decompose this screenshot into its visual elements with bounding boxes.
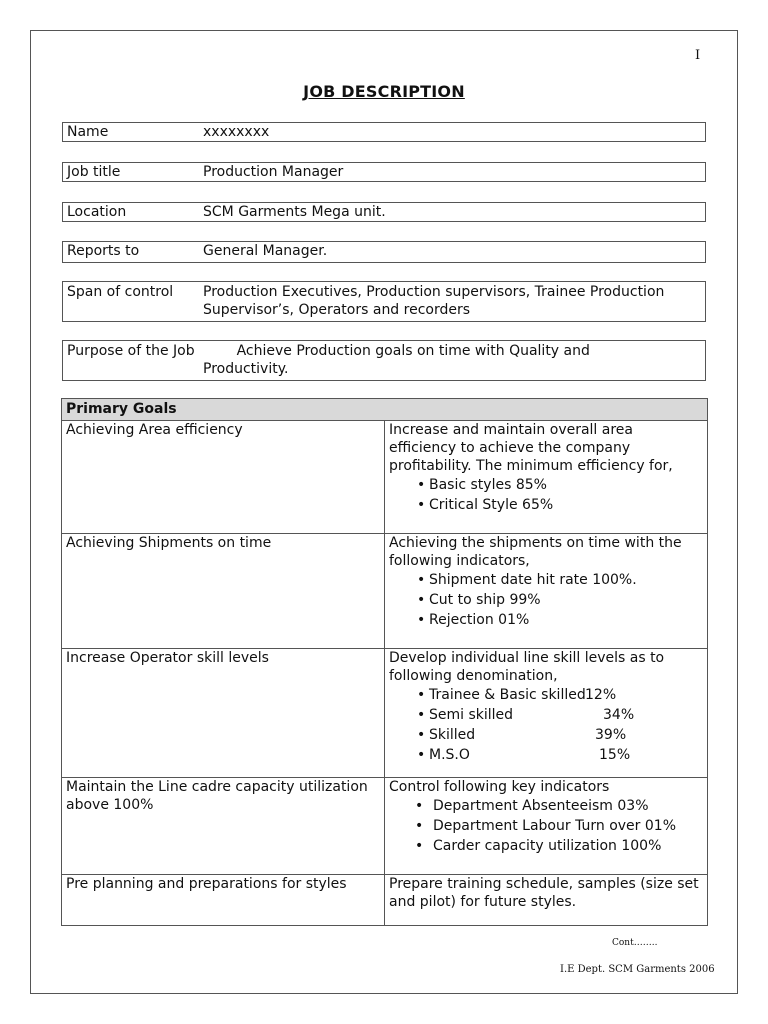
reports-to-value: General Manager. [203, 243, 328, 259]
primary-goals-table [61, 398, 708, 926]
goal-bullet-list [389, 570, 703, 630]
purpose-field [62, 340, 706, 381]
goal-bullet-list [389, 796, 703, 856]
page-number: I [695, 48, 701, 63]
bullet-text: Shipment date hit rate 100%. [429, 572, 637, 588]
skill-label: M.S.O [429, 747, 470, 763]
bullet-icon: • [417, 592, 426, 608]
bullet-icon: • [415, 818, 424, 834]
skill-label: Skilled [429, 727, 476, 743]
bullet-text: Department Labour Turn over 01% [433, 818, 676, 834]
list-item [389, 745, 703, 765]
goal-cell: Achieving Area efficiency [62, 421, 385, 534]
bullet-icon: • [417, 747, 426, 763]
location-field [62, 202, 706, 222]
goal-detail-cell [385, 534, 708, 649]
skill-percent: 15% [599, 747, 631, 763]
goal-detail-intro: Control following key indicators [389, 779, 610, 795]
purpose-line [67, 342, 590, 360]
table-row [62, 875, 708, 926]
reports-to-field [62, 241, 706, 263]
span-of-control-field [62, 281, 706, 322]
list-item [389, 495, 703, 515]
purpose-label: Purpose of the Job [67, 343, 195, 359]
location-label: Location [67, 204, 127, 220]
skill-level-list [389, 685, 703, 765]
bullet-icon: • [415, 798, 424, 814]
bullet-text: Carder capacity utilization 100% [433, 838, 662, 854]
continued-note: Cont…….. [612, 938, 658, 948]
job-title-label: Job title [67, 164, 121, 180]
document-title: JOB DESCRIPTION [303, 82, 465, 101]
list-item [389, 725, 703, 745]
purpose-value-line1: Achieve Production goals on time with Quality and [236, 343, 590, 359]
bullet-icon: • [417, 612, 426, 628]
purpose-value-line2: Productivity. [203, 361, 289, 377]
list-item [389, 816, 703, 836]
list-item [389, 705, 703, 725]
goal-detail-cell [385, 649, 708, 778]
goal-cell: Maintain the Line cadre capacity utilization above 100% [62, 778, 385, 875]
table-row [62, 649, 708, 778]
bullet-icon: • [417, 477, 426, 493]
list-item [389, 796, 703, 816]
goal-cell: Increase Operator skill levels [62, 649, 385, 778]
bullet-text: Cut to ship 99% [429, 592, 541, 608]
table-row [62, 534, 708, 649]
skill-label: Semi skilled [429, 707, 514, 723]
bullet-icon: • [417, 707, 426, 723]
bullet-text: Basic styles 85% [429, 477, 547, 493]
goal-detail-intro: Develop individual line skill levels as to following denomination, [389, 650, 665, 684]
goal-detail-intro: Increase and maintain overall area efficiency to achieve the company profitability. The minimum efficiency for, [389, 422, 673, 474]
goal-cell: Achieving Shipments on time [62, 534, 385, 649]
span-of-control-label: Span of control [67, 284, 174, 300]
goal-detail-cell: Prepare training schedule, samples (size set and pilot) for future styles. [385, 875, 708, 926]
list-item [389, 610, 703, 630]
job-title-value: Production Manager [203, 164, 344, 180]
list-item [389, 836, 703, 856]
skill-percent: 39% [595, 727, 627, 743]
name-field [62, 122, 706, 142]
name-label: Name [67, 124, 109, 140]
location-value: SCM Garments Mega unit. [203, 204, 386, 220]
list-item [389, 685, 703, 705]
table-row [62, 778, 708, 875]
goal-detail-cell [385, 778, 708, 875]
page-footer: I.E Dept. SCM Garments 2006 [560, 964, 715, 975]
skill-percent: 12% [585, 687, 617, 703]
goal-detail-intro: Achieving the shipments on time with the following indicators, [389, 535, 682, 569]
goal-cell: Pre planning and preparations for styles [62, 875, 385, 926]
table-row [62, 421, 708, 534]
bullet-text: Critical Style 65% [429, 497, 554, 513]
skill-percent: 34% [603, 707, 635, 723]
bullet-text: Department Absenteeism 03% [433, 798, 649, 814]
bullet-icon: • [415, 838, 424, 854]
primary-goals-header: Primary Goals [62, 399, 708, 421]
span-of-control-value: Production Executives, Production supervisors, Trainee Production Supervisor’s, Operators and recorders [203, 284, 665, 318]
goal-detail-cell [385, 421, 708, 534]
bullet-icon: • [417, 572, 426, 588]
goal-bullet-list [389, 475, 703, 515]
bullet-icon: • [417, 687, 426, 703]
reports-to-label: Reports to [67, 243, 140, 259]
job-title-field [62, 162, 706, 182]
list-item [389, 590, 703, 610]
name-value: xxxxxxxx [203, 124, 270, 140]
list-item [389, 570, 703, 590]
skill-label: Trainee & Basic skilled [429, 687, 586, 703]
bullet-icon: • [417, 727, 426, 743]
bullet-icon: • [417, 497, 426, 513]
list-item [389, 475, 703, 495]
bullet-text: Rejection 01% [429, 612, 530, 628]
